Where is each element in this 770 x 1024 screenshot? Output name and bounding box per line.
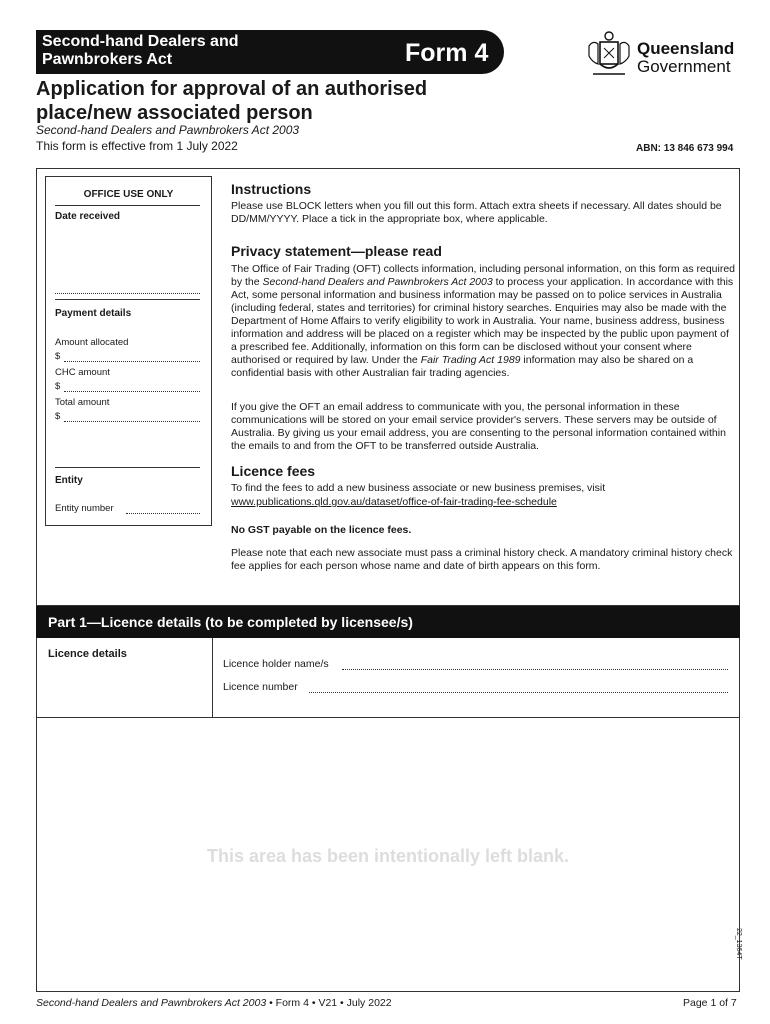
footer: Second-hand Dealers and Pawnbrokers Act 2003 • Form 4 • V21 • July 2022 xyxy=(36,997,392,1009)
amount-allocated-field[interactable] xyxy=(64,361,200,362)
currency-symbol: $ xyxy=(55,381,61,392)
office-use-box xyxy=(45,176,212,526)
amount-allocated-label: Amount allocated xyxy=(55,337,129,348)
page-number: Page 1 of 7 xyxy=(683,997,737,1009)
no-gst-notice: No GST payable on the licence fees. xyxy=(231,524,412,536)
payment-details-label: Payment details xyxy=(55,308,132,319)
instructions-text: Please use BLOCK letters when you fill out this form. Attach extra sheets if necessary. All dates should be DD/MM/YYYY. Place a tick in the appropriate box, where applicable. xyxy=(231,200,722,225)
office-use-heading: OFFICE USE ONLY xyxy=(83,189,174,200)
logo-queensland: Queensland xyxy=(637,39,735,58)
fee-schedule-link[interactable]: www.publications.qld.gov.au/dataset/office-of-fair-trading-fee-schedule xyxy=(231,496,557,508)
entity-label: Entity xyxy=(55,475,83,486)
logo-government: Government xyxy=(637,57,731,76)
entity-number-field[interactable] xyxy=(126,513,200,514)
licence-holder-name-label: Licence holder name/s xyxy=(223,658,329,670)
divider xyxy=(212,638,213,717)
divider xyxy=(55,299,200,300)
licence-fees-text: To find the fees to add a new business associate or new business premises, visit xyxy=(231,482,606,494)
licence-number-field[interactable] xyxy=(309,692,728,693)
form-title: Application for approval of an authorised place/new associated person xyxy=(36,78,428,124)
licence-number-label: Licence number xyxy=(223,681,298,693)
form-code: 22_1364T xyxy=(735,928,742,960)
total-amount-field[interactable] xyxy=(64,421,200,422)
queensland-crest-icon xyxy=(587,30,631,78)
date-received-field[interactable] xyxy=(55,293,200,294)
licence-details-box xyxy=(36,638,740,718)
licence-holder-name-field[interactable] xyxy=(342,669,728,670)
licence-details-label: Licence details xyxy=(48,648,127,660)
abn-number: ABN: 13 846 673 994 xyxy=(636,143,734,154)
currency-symbol: $ xyxy=(55,411,61,422)
form-subtitle: Second-hand Dealers and Pawnbrokers Act 2003 xyxy=(36,123,300,137)
effective-date: This form is effective from 1 July 2022 xyxy=(36,139,238,153)
total-amount-label: Total amount xyxy=(55,397,110,408)
chc-amount-field[interactable] xyxy=(64,391,200,392)
blank-notice: This area has been intentionally left blank. xyxy=(206,846,570,866)
part1-header xyxy=(36,606,740,638)
divider xyxy=(55,467,200,468)
act-name: Second-hand Dealers and Pawnbrokers Act xyxy=(42,33,239,68)
privacy-paragraph-1: The Office of Fair Trading (OFT) collects information, including personal information, on this form as required by the Second-hand Dealers and Pawnbrokers Act 2003 to process your application. In accordance with this Act, some personal information and business information may be passed on to police services in Australia (including federal, states and territories) for criminal history searches. Enquiries may also be made with the Department of Home Affairs to verify eligibility to work in Australia. Your name, business address, business information and address will be placed on a register which may be inspected by the public upon payment of a prescribed fee. Additionally, information on this form can be disclosed without your consent where authorised or required by law. Under the Fair Trading Act 1989 information may also be shared on a confidential basis with other Australian fair trading agencies. xyxy=(231,263,736,379)
date-received-label: Date received xyxy=(55,211,121,222)
blank-area xyxy=(36,718,740,992)
header-banner xyxy=(36,30,504,74)
part1-heading: Part 1—Licence details (to be completed by licensee/s) xyxy=(48,614,413,630)
licence-fees-heading: Licence fees xyxy=(231,463,316,479)
criminal-check-note: Please note that each new associate must pass a criminal history check. A mandatory criminal history check fee applies for each person whose name and date of birth appears on this form. xyxy=(231,547,733,572)
currency-symbol: $ xyxy=(55,351,61,362)
form-label: Form 4 xyxy=(405,39,489,67)
privacy-heading: Privacy statement—please read xyxy=(231,243,442,259)
divider xyxy=(55,205,200,206)
chc-amount-label: CHC amount xyxy=(55,367,110,378)
privacy-paragraph-2: If you give the OFT an email address to communicate with you, the personal information in these communications will be stored on your email service provider's servers. These servers may be outside of Australia. By giving us your email address, you are consenting to the personal information contained within the emails to and from the OFT to be transferred outside Australia. xyxy=(231,401,726,452)
entity-number-label: Entity number xyxy=(55,503,114,514)
instructions-heading: Instructions xyxy=(231,181,312,197)
